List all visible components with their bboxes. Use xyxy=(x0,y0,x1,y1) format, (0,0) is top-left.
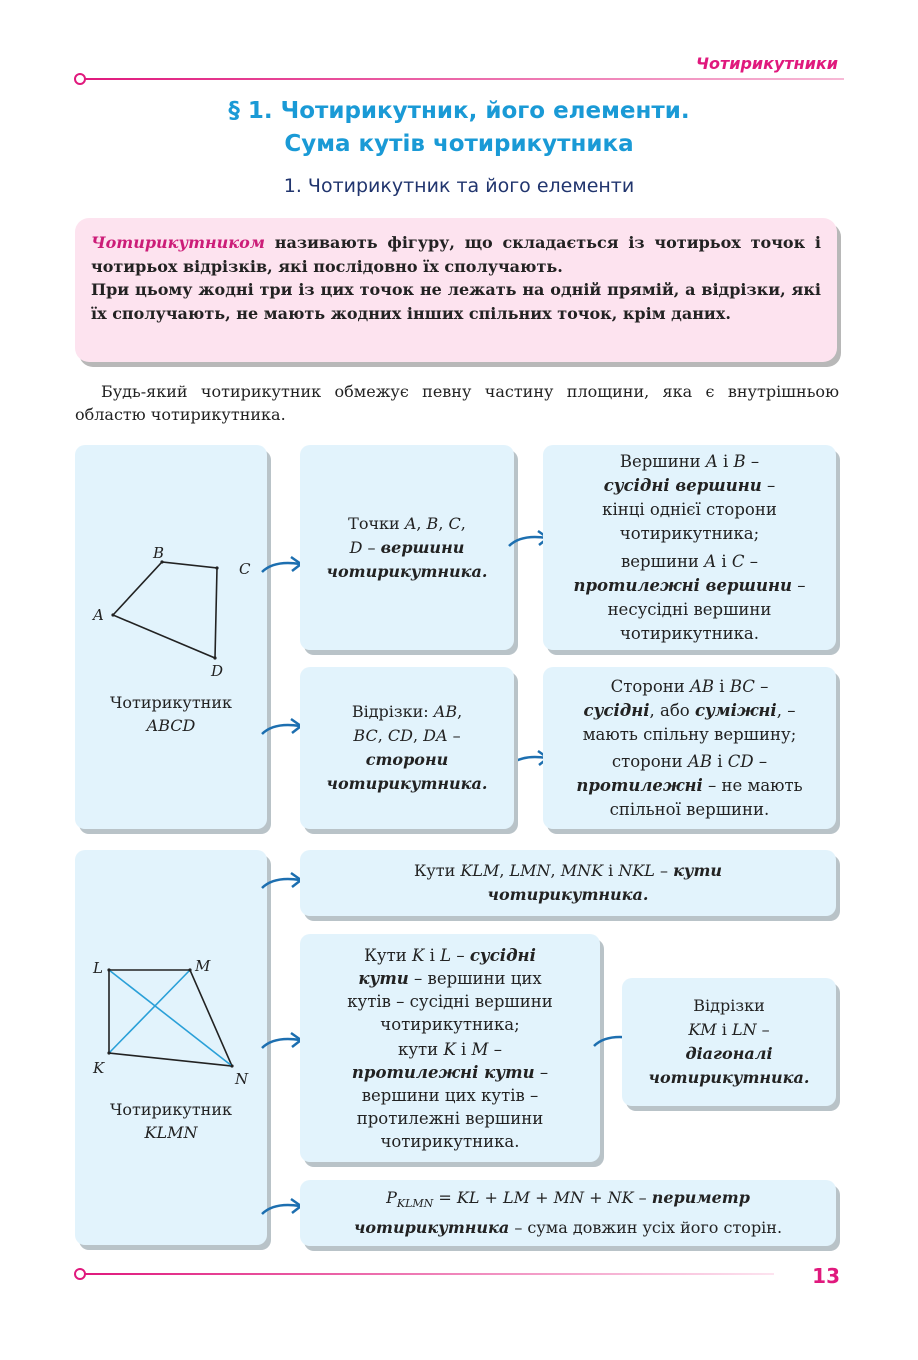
section-title xyxy=(0,95,918,161)
section-title-line2: Сума кутів чотирикутника xyxy=(284,131,634,157)
av-line7: несусідні вершини xyxy=(607,599,772,619)
section-title-line1: § 1. Чотирикутник, його елементи. xyxy=(228,98,690,124)
running-title: Чотирикутники xyxy=(696,54,838,73)
aa-line6: протилежні кути – xyxy=(351,1062,549,1082)
angles-card xyxy=(300,850,836,916)
vertex-label-m: M xyxy=(195,957,211,975)
vertices-line1: Точки A, B, C, xyxy=(348,513,466,533)
vertex-label-a: A xyxy=(93,606,104,624)
figure-card-klmn xyxy=(75,850,267,1245)
definition-rest: називають фігуру, що складається із чотирьох точок і чотирьох відрізків, які послідовно їх сполучають. xyxy=(91,233,821,276)
av-line2: сусідні вершини – xyxy=(603,475,776,495)
definition-text-2: При цьому жодні три із цих точок не лежать на одній прямій, а відрізки, які їх сполучають, не мають жодних інших спільних точок, крім даних. xyxy=(91,280,821,323)
bottom-rule xyxy=(74,1265,774,1283)
vertex-label-l: L xyxy=(93,959,103,977)
adjacent-vertices-card xyxy=(543,445,836,650)
vertex-label-k: K xyxy=(93,1059,105,1077)
av-line4: чотирикутника; xyxy=(619,523,760,543)
caption-line1: Чотирикутник xyxy=(109,693,232,712)
diagonals-card xyxy=(622,978,836,1106)
aa-line7: вершини цих кутів – xyxy=(361,1085,539,1105)
definition-text xyxy=(91,231,821,278)
as-line6: спільної вершини. xyxy=(609,799,770,819)
intro-paragraph: Будь-який чотирикутник обмежує певну частину площини, яка є внутрішньою областю чотирикутника. xyxy=(75,382,839,424)
diag-line2: KM і LN – xyxy=(688,1020,770,1039)
sides-line3: сторони xyxy=(365,750,449,769)
aa-line9: чотирикутника. xyxy=(380,1131,520,1151)
vertex-label-c: C xyxy=(239,560,251,578)
caption-line2: ABCD xyxy=(146,716,196,735)
figure-caption-klmn xyxy=(75,1098,267,1144)
av-line3: кінці однієї сторони xyxy=(602,499,777,519)
vertices-line2: D – вершини xyxy=(349,537,465,557)
definition-term: Чотирикутником xyxy=(91,233,265,252)
aa-line8: протилежні вершини xyxy=(356,1108,544,1128)
sides-card xyxy=(300,667,514,829)
perimeter-subscript: KLMN xyxy=(396,1197,434,1211)
vertices-card xyxy=(300,445,514,650)
perimeter-line2: чотирикутника – сума довжин усіх його сторін. xyxy=(353,1218,783,1238)
diag-line4: чотирикутника. xyxy=(648,1068,810,1087)
perimeter-line1: $P_{KLMN}$ = KL + LM + MN + NK – периметр xyxy=(386,1187,750,1211)
angles-line2: чотирикутника. xyxy=(487,885,649,904)
vertex-label-d: D xyxy=(211,662,224,680)
vertex-label-b: B xyxy=(153,544,165,562)
definition-box xyxy=(75,218,837,362)
aa-line3: кутів – сусідні вершини xyxy=(347,991,553,1011)
caption-line1: Чотирикутник xyxy=(109,1100,232,1119)
adjacent-sides-card xyxy=(543,667,836,829)
angles-line1: Кути KLM, LMN, MNK і NKL – кути xyxy=(413,861,723,880)
perimeter-card xyxy=(300,1180,836,1246)
top-rule xyxy=(74,70,844,88)
adjacent-angles-card xyxy=(300,934,600,1162)
aa-line2: кути – вершини цих xyxy=(358,968,542,988)
section-subtitle: 1. Чотирикутник та його елементи xyxy=(283,175,635,197)
sides-line2: BC, CD, DA – xyxy=(353,726,461,745)
figure-caption-abcd xyxy=(75,691,267,737)
figure-card-abcd xyxy=(75,445,267,829)
av-line8: чотирикутника. xyxy=(619,623,760,643)
diag-line1: Відрізки xyxy=(693,996,765,1015)
vertices-line3: чотирикутника. xyxy=(326,561,488,581)
as-line4: сторони AB і CD – xyxy=(611,751,768,771)
as-line2: сусідні, або суміжні, – xyxy=(583,700,796,720)
av-line6: протилежні вершини – xyxy=(573,575,806,595)
diag-line3: діагоналі xyxy=(685,1044,773,1063)
as-line3: мають спільну вершину; xyxy=(582,724,797,744)
av-line1: Вершини A і B – xyxy=(619,451,760,471)
perimeter-symbol: P xyxy=(386,1187,397,1207)
sides-line4: чотирикутника. xyxy=(326,774,488,793)
av-line5: вершини A і C – xyxy=(620,551,759,571)
aa-line1: Кути K і L – сусідні xyxy=(364,945,536,965)
as-line1: Сторони AB і BC – xyxy=(610,676,769,696)
vertex-label-n: N xyxy=(235,1070,249,1088)
aa-line4: чотирикутника; xyxy=(380,1014,520,1034)
page-number: 13 xyxy=(812,1264,840,1288)
as-line5: протилежні – не мають xyxy=(576,775,803,795)
aa-line5: кути K і M – xyxy=(398,1039,502,1059)
caption-line2: KLMN xyxy=(144,1123,198,1142)
sides-line1: Відрізки: AB, xyxy=(351,702,463,721)
